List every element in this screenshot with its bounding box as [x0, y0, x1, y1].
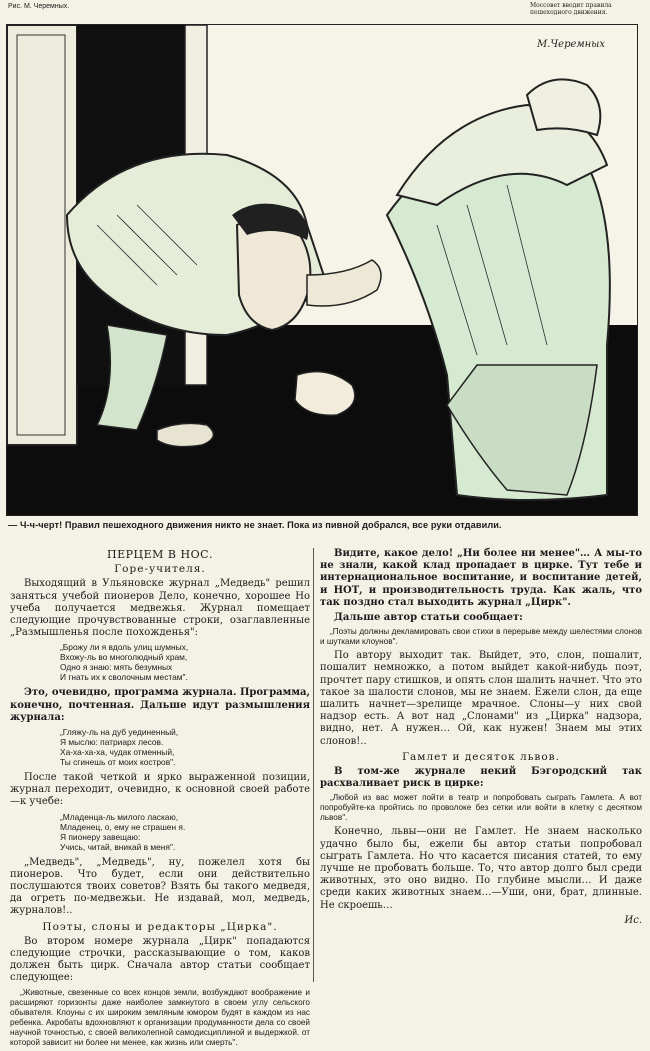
verse-block: [10, 642, 310, 682]
article-right-column: [320, 548, 642, 927]
verse-line: „Гляжу-ль на дуб уединенный,: [60, 727, 179, 738]
paragraph: Дальше автор статьи сообщает:: [334, 612, 523, 624]
artist-credit: Рис. М. Черемных.: [8, 3, 70, 10]
paragraph: Во втором номере журнала „Цирк" попадаются следующие строчки, рассказывающие о том, каков должен быть цирк. Сначала автор статьи сообщает следующее:: [10, 935, 310, 984]
verse-block: [10, 727, 310, 767]
verse-line: Вхожу-ль во многолюдный храм,: [60, 652, 188, 663]
paragraph: После такой четкой и ярко выраженной позиции, журнал переходит, очевидно, к основной своей работе—к учебе:: [10, 772, 310, 808]
section-title-teachers: Горе-учителя.: [114, 563, 206, 576]
column-divider: [313, 548, 314, 982]
quote: „Любой из вас может пойти в театр и попробовать сыграть Гамлета. А вот попробуйте-ка пройтись по проволоке без сетки или войти в клетку с десятком львов".: [320, 793, 642, 823]
header-tagline: Моссовет вводит правила пешеходного движения.: [530, 2, 612, 16]
verse-line: „Младенца-ль милого ласкаю,: [60, 811, 179, 822]
verse-line: Младенец, о, ему не страшен я.: [60, 821, 186, 832]
paragraph: „Медведь", „Медведь", ну, пожелел хотя бы пионеров. Что будет, если они действительно послушаются твоих советов? Взять бы такого медведя, да огреть по-медвежьи. Не издавай, мол, медведь, журналов!..: [10, 856, 310, 917]
cartoon-caption: — Ч-ч-черт! Правил пешеходного движения никто не знает. Пока из пивной добрался, все руки отдавили.: [8, 520, 502, 530]
verse-block: [10, 812, 310, 852]
paragraph: Выходящий в Ульяновске журнал „Медведь" решил заняться учебой пионеров Дело, конечно, хорошее Но учеба получается медвежья. Журнал помещает следующие прочувствованные строки, озаглавленные „Размышленья после похожденья":: [10, 578, 310, 639]
verse-line: Я пионеру завещаю:: [60, 831, 141, 842]
article-left-column: [10, 548, 310, 1051]
verse-line: Ха-ха-ха-ха, чудак отменный,: [60, 747, 175, 758]
paragraph: По автору выходит так. Выйдет, это, слон, пошалит, пошалит немножко, а потом выйдет какой-нибудь поэт, прочтет пару стишков, и опять слон шалить начнет. Что это такое за шалости слонов, мы не знаем. Ежели слон, да еще шалить начнет—зрелище мрачное. Слоны—у них свой надзор есть. А вот над „Слонами" из „Цирка" надзора, видно, нет. А нужен… Ой, как нужен! Знаем мы этих слонов!..: [320, 650, 642, 747]
verse-line: И гнать их к сволочным местам".: [60, 672, 188, 683]
cartoon-drawing: [7, 25, 637, 515]
paragraph: Это, очевидно, программа журнала. Программа, конечно, почтенная. Дальше идут размышления журнала:: [10, 687, 310, 723]
artist-signature: М.Черемных: [537, 39, 606, 50]
section-title-hamlet: Гамлет и десяток львов.: [402, 750, 560, 763]
verse-line: Одно я знаю: мять безумных: [60, 662, 173, 673]
article-signature: Ис.: [624, 914, 642, 926]
section-title-circus: Поэты, слоны и редакторы „Цирка".: [42, 920, 278, 933]
verse-line: „Брожу ли я вдоль улиц шумных,: [60, 642, 189, 653]
paragraph: Видите, какое дело! „Ни более ни менее"… А мы-то не знали, какой клад пропадает в цирке. Тут тебе и интернациональное воспитание, и воспитание детей, и НОТ, и производительность труда. Как жаль, что так поздно стал выходить журнал „Цирк".: [320, 548, 642, 608]
verse-line: Я мыслю: патриарх лесов.: [60, 737, 164, 748]
cartoon-illustration: [6, 24, 638, 516]
quote: „Поэты должны декламировать свои стихи в перерыве между шелестями слонов и шутками клоунов".: [320, 627, 642, 647]
verse-line: Учись, читай, вникай в меня".: [60, 841, 176, 852]
verse-line: Ты сгинешь от моих костров".: [60, 757, 176, 768]
quote: „Животные, свезенные со всех концов земли, возбуждают воображение и расширяют горизонты даже наиболее замкнутого в своем углу сельского обывателя. Клоуны с их широким земляным юмором будят в каждом из нас ребенка. Акробаты вдохновляют к организации продуманности дела со своей научной точностью, с своей великолепной самодисциплиной и выдержкой. от которой зависит ни более ни менее, как жизнь или смерть".: [10, 987, 310, 1047]
paragraph: Конечно, львы—они не Гамлет. Не знаем насколько удачно было бы, ежели бы автор статьи попробовал сыграть Гамлета. Но что касается писания статей, то ему лучше не пробовать больше. То, что автор долго был среди животных, это оно видно. По глубине мысли… И даже среди каких животных знаем…—Уши, они, брат, длинные. Не скроешь…: [320, 826, 642, 911]
paragraph: В том-же журнале некий Бэгородский так расхваливает риск в цирке:: [320, 766, 642, 790]
article-title: ПЕРЦЕМ В НОС.: [106, 548, 213, 561]
